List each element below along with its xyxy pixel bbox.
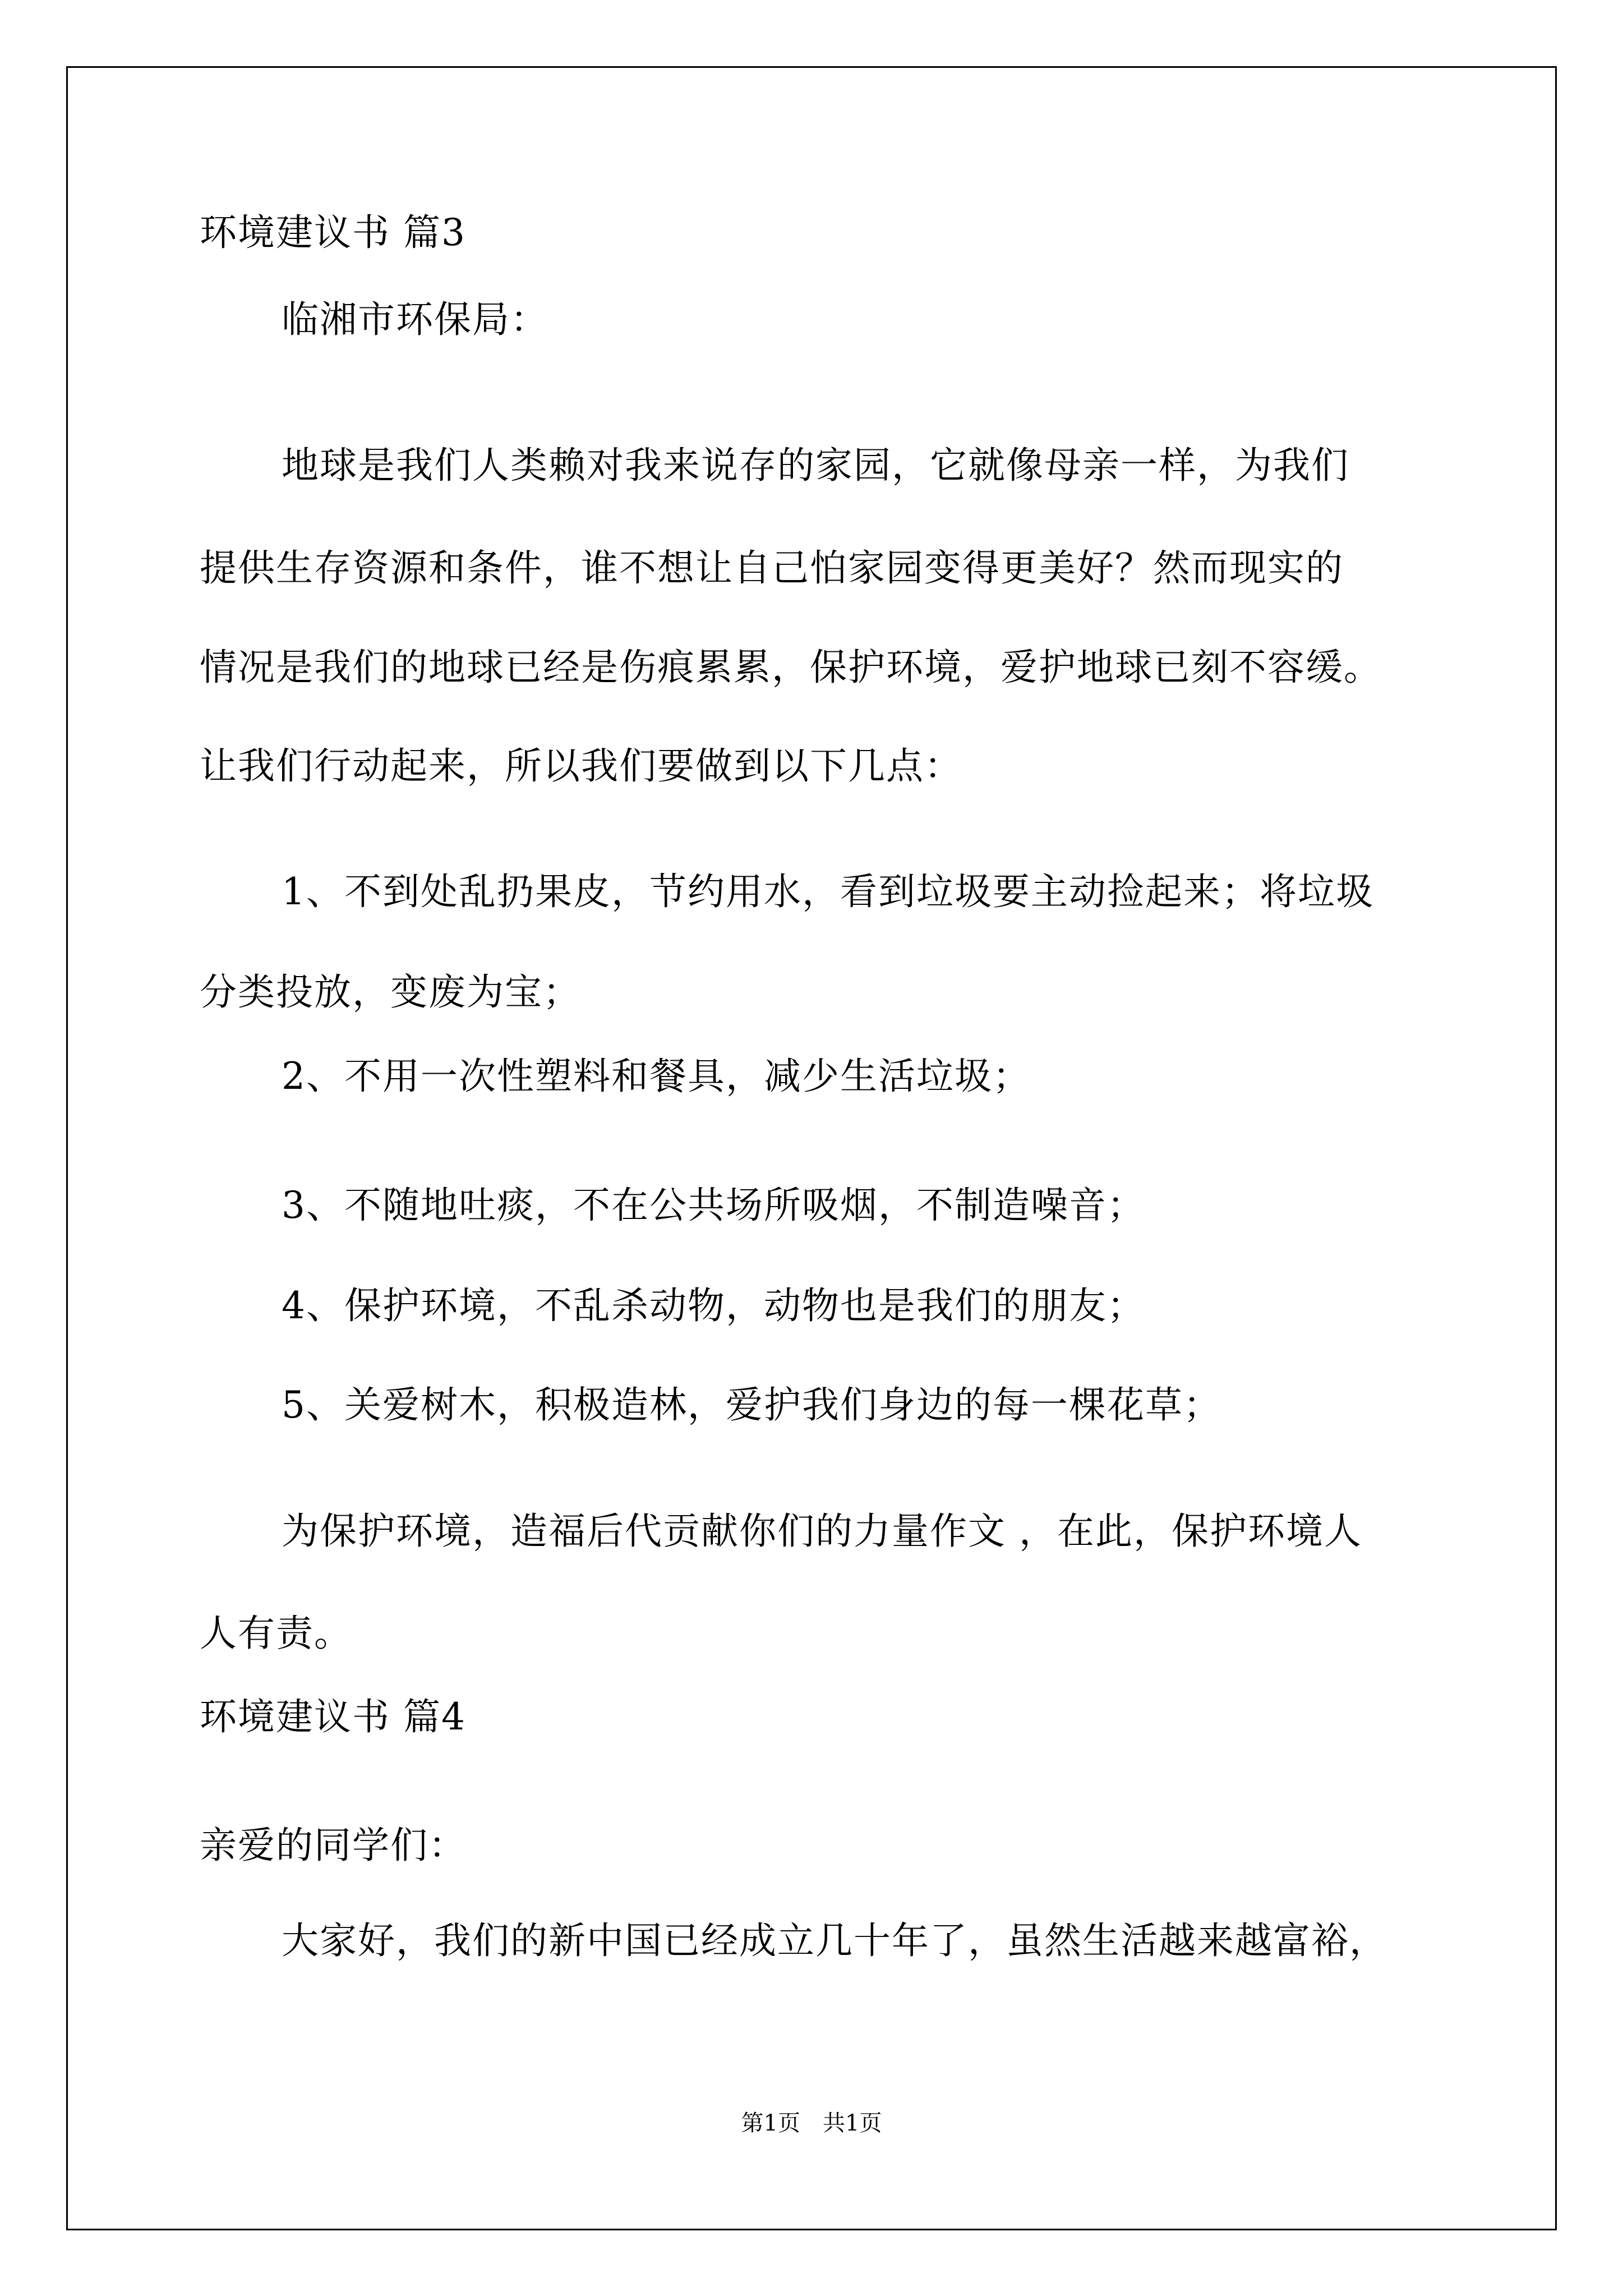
paragraph-line: 情况是我们的地球已经是伤痕累累，保护环境，爱护地球已刻不容缓。 — [200, 646, 1382, 689]
list-item: 3、不随地吐痰，不在公共场所吸烟，不制造噪音； — [282, 1184, 1145, 1227]
paragraph-line: 让我们行动起来，所以我们要做到以下几点： — [200, 744, 962, 788]
salutation: 亲爱的同学们： — [200, 1824, 467, 1867]
list-item: 5、关爱树木，积极造林，爱护我们身边的每一棵花草； — [282, 1383, 1221, 1427]
paragraph-line: 提供生存资源和条件，谁不想让自己怕家园变得更美好？然而现实的 — [200, 546, 1344, 590]
salutation: 临湘市环保局： — [282, 298, 548, 341]
list-item: 4、保护环境，不乱杀动物，动物也是我们的朋友； — [282, 1284, 1145, 1327]
page-number: 第1页 共1页 — [741, 2110, 882, 2136]
page-border — [66, 66, 1557, 2230]
paragraph-line: 大家好，我们的新中国已经成立几十年了，虽然生活越来越富裕， — [282, 1919, 1387, 1962]
paragraph-line: 为保护环境，造福后代贡献你们的力量作文 ，在此，保护环境人 — [282, 1510, 1362, 1553]
section-heading: 环境建议书 篇3 — [200, 211, 466, 254]
paragraph-line: 人有责。 — [200, 1612, 352, 1655]
list-item: 2、不用一次性塑料和餐具，减少生活垃圾； — [282, 1055, 1031, 1098]
paragraph-line: 地球是我们人类赖对我来说存的家园，它就像母亲一样，为我们 — [282, 444, 1349, 487]
list-item: 1、不到处乱扔果皮，节约用水，看到垃圾要主动捡起来；将垃圾 — [282, 870, 1374, 913]
list-item-continuation: 分类投放，变废为宝； — [200, 970, 581, 1014]
section-heading: 环境建议书 篇4 — [200, 1695, 466, 1738]
